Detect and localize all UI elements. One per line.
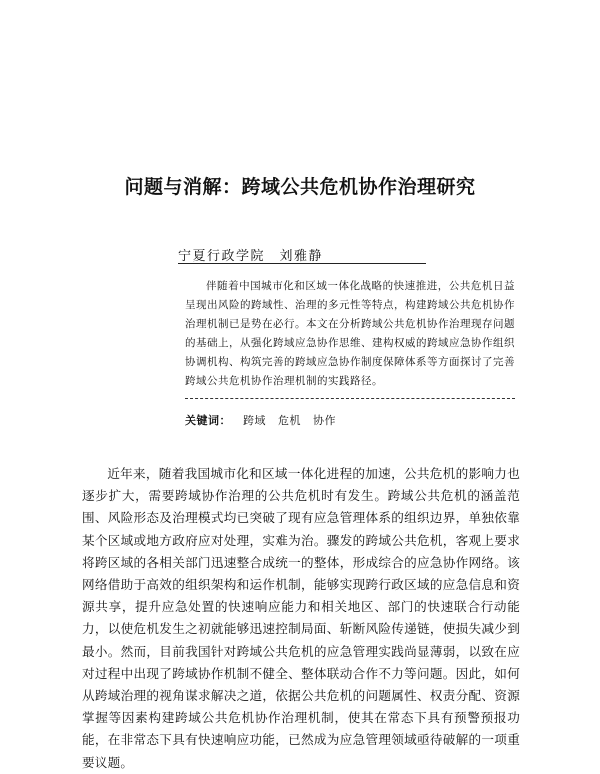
keyword-item: 协作	[313, 414, 336, 427]
article-title: 问题与消解：跨域公共危机协作治理研究	[124, 176, 476, 198]
abstract-text: 伴随着中国城市化和区域一体化战略的快速推进，公共危机日益呈现出风险的跨域性、治理的多元性等特点，构建跨域公共危机协作治理机制已是势在必行。本文在分析跨域公共危机协作治理现存问题的基础上，从强化跨域应急协作思维、建构权威的跨域应急协作组织协调机构、构筑完善的跨域应急协作制度保障体系等方面探讨了完善跨域公共危机协作治理机制的实践路径。	[185, 280, 515, 387]
keyword-item: 危机	[278, 414, 301, 427]
author-divider	[178, 263, 426, 264]
author-line: 宁夏行政学院 刘雅静	[178, 249, 324, 264]
keyword-item: 跨域	[243, 414, 266, 427]
abstract-divider	[185, 398, 515, 399]
keywords-label: 关键词：	[185, 414, 231, 427]
keywords-line	[185, 412, 336, 428]
body-paragraph: 近年来，随着我国城市化和区域一体化进程的加速，公共危机的影响力也逐步扩大，需要跨域协作治理的公共危机时有发生。跨域公共危机的涵盖范围、风险形态及治理模式均已突破了现有应急管理体系的组织边界，单独依靠某个区域或地方政府应对处理，实难为治。骤发的跨域公共危机，客观上要求将跨区域的各相关部门迅速整合成统一的整体，形成综合的应急协作网络。该网络借助于高效的组织架构和运作机制，能够实现跨行政区域的应急信息和资源共享，提升应急处置的快速响应能力和相关地区、部门的快速联合行动能力，以使危机发生之初就能够迅速控制局面、斩断风险传递链，使损失减少到最小。然而，目前我国针对跨域公共危机的应急管理实践尚显薄弱，以致在应对过程中出现了跨域协作机制不健全、整体联动合作不力等问题。因此，如何从跨域治理的视角谋求解决之道，依据公共危机的问题属性、权责分配、资源掌握等因素构建跨域公共危机协作治理机制，使其在常态下具有预警预报功能，在非常态下具有快速响应功能，已然成为应急管理领域亟待破解的一项重要议题。	[82, 466, 520, 770]
